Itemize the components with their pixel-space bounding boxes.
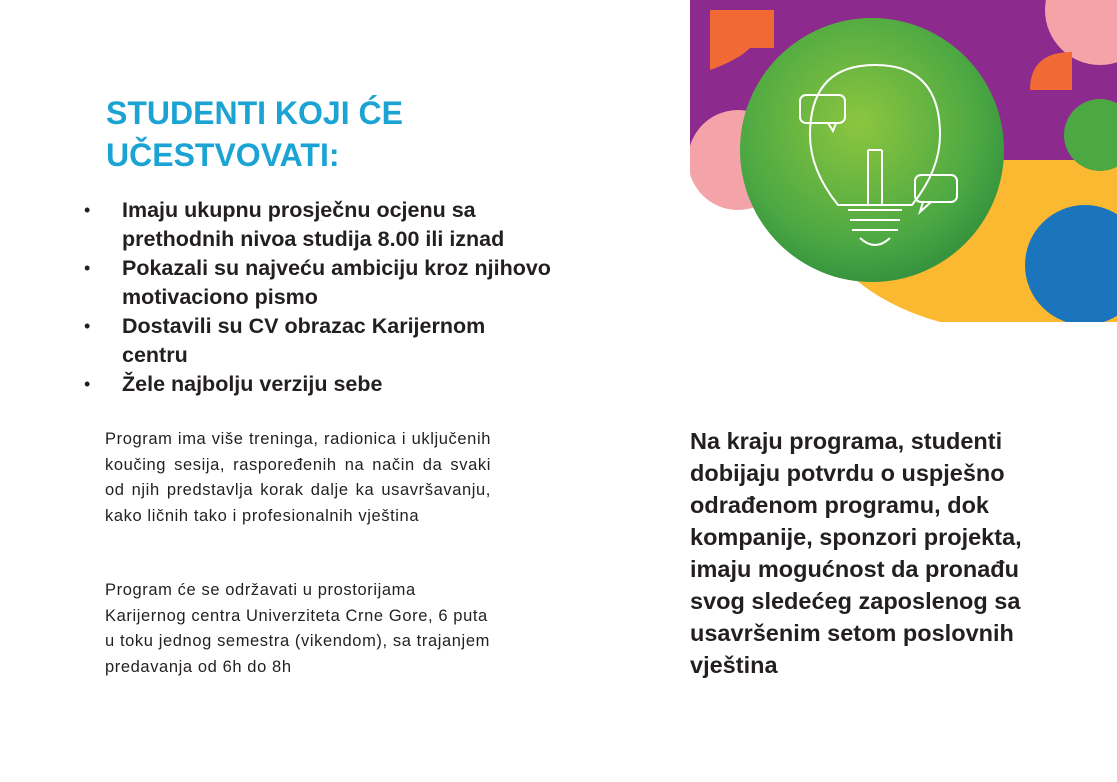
- list-item: [84, 196, 554, 254]
- list-item: [84, 370, 554, 399]
- bullet-icon: •: [84, 316, 91, 336]
- section-heading: STUDENTI KOJI ĆE UČESTVOVATI:: [106, 95, 403, 173]
- closing-statement: Na kraju programa, studenti dobijaju potvrdu o uspješno odrađenom programu, dok kompanije, sponzori projekta, imaju mogućnost da pronađu svog sledećeg zaposlenog sa usavršenim setom poslovnih vještina: [690, 428, 1022, 678]
- lightbulb-illustration: [690, 0, 1117, 322]
- program-schedule: Program će se održavati u prostorijama Karijernog centra Univerziteta Crne Gore, 6 puta u toku jednog semestra (vikendom), sa trajanjem predavanja od 6h do 8h: [105, 581, 490, 676]
- list-item: [84, 312, 554, 370]
- list-item: [84, 254, 554, 312]
- list-item-text: Imaju ukupnu prosječnu ocjenu sa prethodnih nivoa studija 8.00 ili iznad: [122, 198, 505, 251]
- list-item-text: Žele najbolju verziju sebe: [122, 372, 383, 396]
- list-item-text: Pokazali su najveću ambiciju kroz njihovo motivaciono pismo: [122, 256, 551, 309]
- bullet-icon: •: [84, 200, 91, 220]
- criteria-list: [84, 196, 554, 399]
- bullet-icon: •: [84, 258, 91, 278]
- list-item-text: Dostavili su CV obrazac Karijernom centru: [122, 314, 486, 367]
- program-description: Program ima više treninga, radionica i uključenih koučing sesija, raspoređenih na način da svaki od njih predstavlja korak dalje ka usavršavanju, kako ličnih tako i profesionalnih vještina: [105, 430, 491, 525]
- bullet-icon: •: [84, 374, 91, 394]
